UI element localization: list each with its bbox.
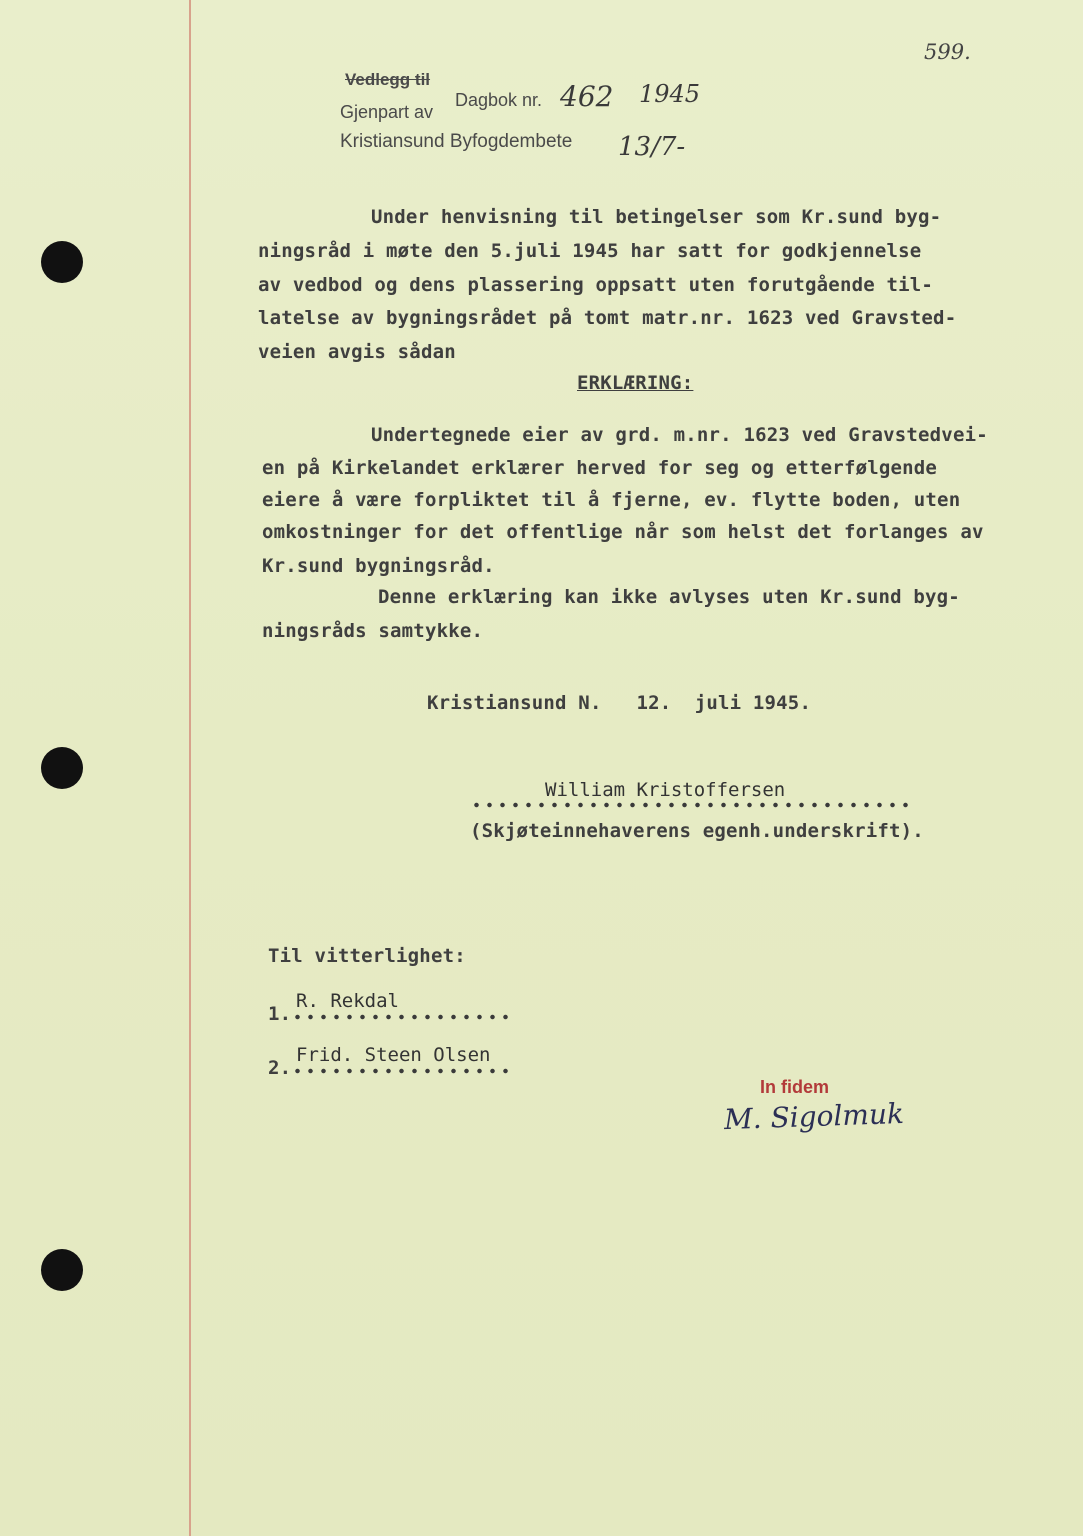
body-line: av vedbod og dens plassering oppsatt uten forutgående til-	[258, 274, 934, 296]
witness-dotted-line	[291, 1068, 509, 1074]
body-line: ningsråd i møte den 5.juli 1945 har satt for godkjennelse	[258, 240, 922, 262]
body-line: Under henvisning til betingelser som Kr.sund byg-	[371, 206, 942, 228]
body-line: latelse av bygningsrådet på tomt matr.nr. 1623 ved Gravsted-	[258, 307, 957, 329]
handwritten-signature: M. Sigolmuk	[723, 1096, 905, 1137]
in-fidem-stamp: In fidem	[760, 1077, 830, 1097]
body-line: Kr.sund bygningsråd.	[262, 555, 495, 577]
stamp-dagbok-label: Dagbok nr.	[455, 90, 543, 110]
signature-dotted-line	[470, 802, 912, 808]
punch-hole	[41, 1249, 83, 1291]
place-date: Kristiansund N. 12. juli 1945.	[427, 692, 812, 714]
handwritten-date: 13/7-	[618, 132, 686, 162]
handwritten-year: 1945	[639, 80, 701, 108]
signature-caption: (Skjøteinnehaverens egenh.underskrift).	[470, 820, 924, 842]
body-line: Denne erklæring kan ikke avlyses uten Kr.sund byg-	[378, 586, 960, 608]
page-number: 599.	[924, 40, 971, 64]
witness-number: 1.	[268, 1003, 292, 1025]
handwritten-dagbok-number: 462	[560, 80, 614, 113]
witness-heading: Til vitterlighet:	[268, 945, 466, 967]
body-line: ningsråds samtykke.	[262, 620, 484, 642]
witness-number: 2.	[268, 1057, 292, 1079]
stamp-office: Kristiansund Byfogdembete	[340, 131, 573, 152]
witness-name: Frid. Steen Olsen	[296, 1044, 491, 1066]
body-line: eiere å være forpliktet til å fjerne, ev. flytte boden, uten	[262, 489, 961, 511]
witness-name: R. Rekdal	[296, 990, 399, 1012]
stamp-struck-line: Vedlegg til	[345, 70, 431, 89]
body-line: veien avgis sådan	[258, 341, 456, 363]
signature-name: William Kristoffersen	[545, 779, 786, 801]
punch-hole	[41, 747, 83, 789]
body-line: omkostninger for det offentlige når som helst det forlanges av	[262, 521, 984, 543]
body-line: en på Kirkelandet erklærer herved for seg og etterfølgende	[262, 457, 938, 479]
margin-rule	[189, 0, 191, 1536]
punch-hole	[41, 241, 83, 283]
declaration-heading: ERKLÆRING:	[577, 372, 694, 394]
witness-dotted-line	[291, 1014, 509, 1020]
stamp-gjenpart: Gjenpart av	[340, 102, 434, 122]
body-line: Undertegnede eier av grd. m.nr. 1623 ved Gravstedvei-	[371, 424, 988, 446]
